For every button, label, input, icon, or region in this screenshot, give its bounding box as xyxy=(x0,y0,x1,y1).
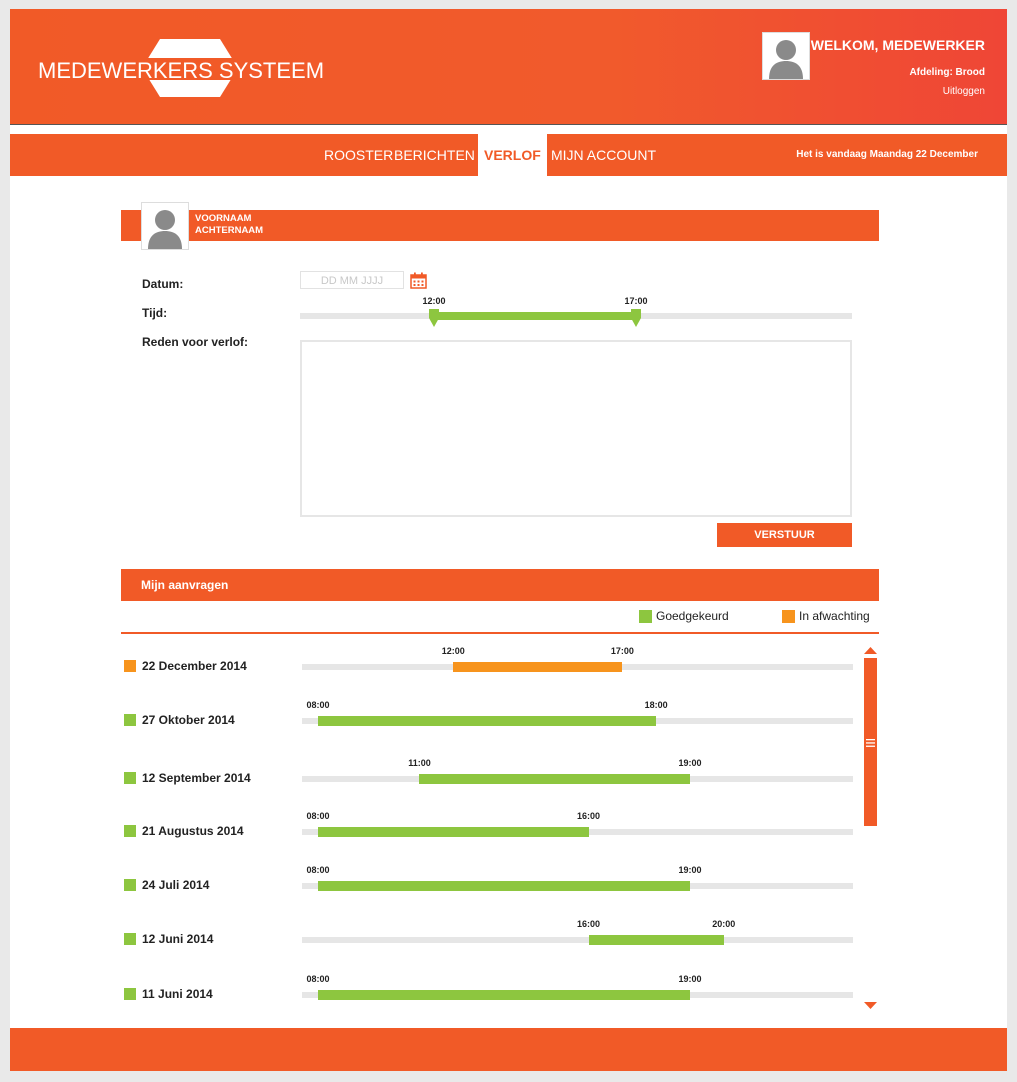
time-start-label: 12:00 xyxy=(422,296,446,306)
requests-title: Mijn aanvragen xyxy=(141,578,229,592)
time-end-handle[interactable] xyxy=(631,309,641,327)
row-status-swatch xyxy=(124,714,136,726)
row-status-swatch xyxy=(124,825,136,837)
nav-item-berichten[interactable]: BERICHTEN xyxy=(394,147,475,163)
row-end-label: 19:00 xyxy=(678,758,702,768)
calendar-icon[interactable] xyxy=(410,272,427,289)
main-nav xyxy=(10,134,1007,176)
reason-label: Reden voor verlof: xyxy=(142,335,249,349)
row-start-label: 08:00 xyxy=(306,811,330,821)
row-end-label: 16:00 xyxy=(577,811,601,821)
nav-item-rooster[interactable]: ROOSTER xyxy=(324,147,394,163)
row-date: 11 Juni 2014 xyxy=(142,987,213,1001)
legend-pending-label: In afwachting xyxy=(799,609,870,623)
time-end-label: 17:00 xyxy=(624,296,648,306)
user-silhouette-icon xyxy=(763,33,809,79)
avatar[interactable] xyxy=(762,32,810,80)
time-label: Tijd: xyxy=(142,306,168,320)
row-start-label: 08:00 xyxy=(306,700,330,710)
row-end-label: 18:00 xyxy=(644,700,668,710)
row-start-label: 08:00 xyxy=(306,974,330,984)
reason-textarea[interactable] xyxy=(300,340,852,517)
row-time-range[interactable] xyxy=(453,662,622,672)
row-end-label: 19:00 xyxy=(678,865,702,875)
footer xyxy=(10,1028,1007,1071)
profile-avatar xyxy=(141,202,189,250)
department-text: Afdeling: Brood xyxy=(909,67,985,78)
header xyxy=(10,9,1007,125)
first-name: VOORNAAM xyxy=(195,213,252,224)
row-date: 12 Juni 2014 xyxy=(142,932,214,946)
row-date: 22 December 2014 xyxy=(142,659,247,673)
row-start-label: 11:00 xyxy=(408,758,431,768)
row-time-track xyxy=(302,937,853,943)
row-time-range[interactable] xyxy=(318,990,690,1000)
row-time-range[interactable] xyxy=(318,716,656,726)
row-date: 12 September 2014 xyxy=(142,771,251,785)
last-name: ACHTERNAAM xyxy=(195,225,264,236)
row-date: 27 Oktober 2014 xyxy=(142,713,235,727)
user-silhouette-icon xyxy=(142,203,188,249)
grip-lines-icon xyxy=(866,739,875,747)
scrollbar-thumb[interactable] xyxy=(864,658,877,826)
scroll-up-icon[interactable] xyxy=(864,647,877,655)
row-status-swatch xyxy=(124,933,136,945)
date-input[interactable]: DD MM JJJJ xyxy=(300,271,404,289)
row-end-label: 20:00 xyxy=(712,919,736,929)
row-status-swatch xyxy=(124,772,136,784)
row-end-label: 17:00 xyxy=(610,646,634,656)
row-time-range[interactable] xyxy=(318,881,690,891)
row-start-label: 08:00 xyxy=(306,865,330,875)
requests-divider xyxy=(121,632,879,634)
legend-approved-label: Goedgekeurd xyxy=(656,609,729,623)
row-start-label: 16:00 xyxy=(577,919,601,929)
welcome-text: WELKOM, MEDEWERKER xyxy=(810,37,985,53)
legend-pending-swatch xyxy=(782,610,795,623)
row-status-swatch xyxy=(124,879,136,891)
row-status-swatch xyxy=(124,988,136,1000)
row-start-label: 12:00 xyxy=(441,646,465,656)
row-date: 21 Augustus 2014 xyxy=(142,824,244,838)
date-label: Datum: xyxy=(142,277,184,291)
nav-item-verlof[interactable]: VERLOF xyxy=(478,134,547,176)
requests-header-bar xyxy=(121,569,879,601)
row-time-range[interactable] xyxy=(318,827,589,837)
legend-approved-swatch xyxy=(639,610,652,623)
today-text: Het is vandaag Maandag 22 December xyxy=(796,149,978,160)
logout-link[interactable]: Uitloggen xyxy=(942,86,985,97)
time-slider-range xyxy=(434,312,636,320)
nav-item-mijn-account[interactable]: MIJN ACCOUNT xyxy=(551,147,656,163)
logo-text: MEDEWERKERS SYSTEEM xyxy=(38,58,325,83)
logo xyxy=(38,39,325,97)
row-time-range[interactable] xyxy=(419,774,690,784)
time-start-handle[interactable] xyxy=(429,309,439,327)
row-end-label: 19:00 xyxy=(678,974,702,984)
submit-button[interactable]: VERSTUUR xyxy=(717,523,852,547)
row-time-range[interactable] xyxy=(589,935,724,945)
row-status-swatch xyxy=(124,660,136,672)
scroll-down-icon[interactable] xyxy=(864,1002,877,1010)
row-date: 24 Juli 2014 xyxy=(142,878,210,892)
profile-name xyxy=(195,213,263,237)
